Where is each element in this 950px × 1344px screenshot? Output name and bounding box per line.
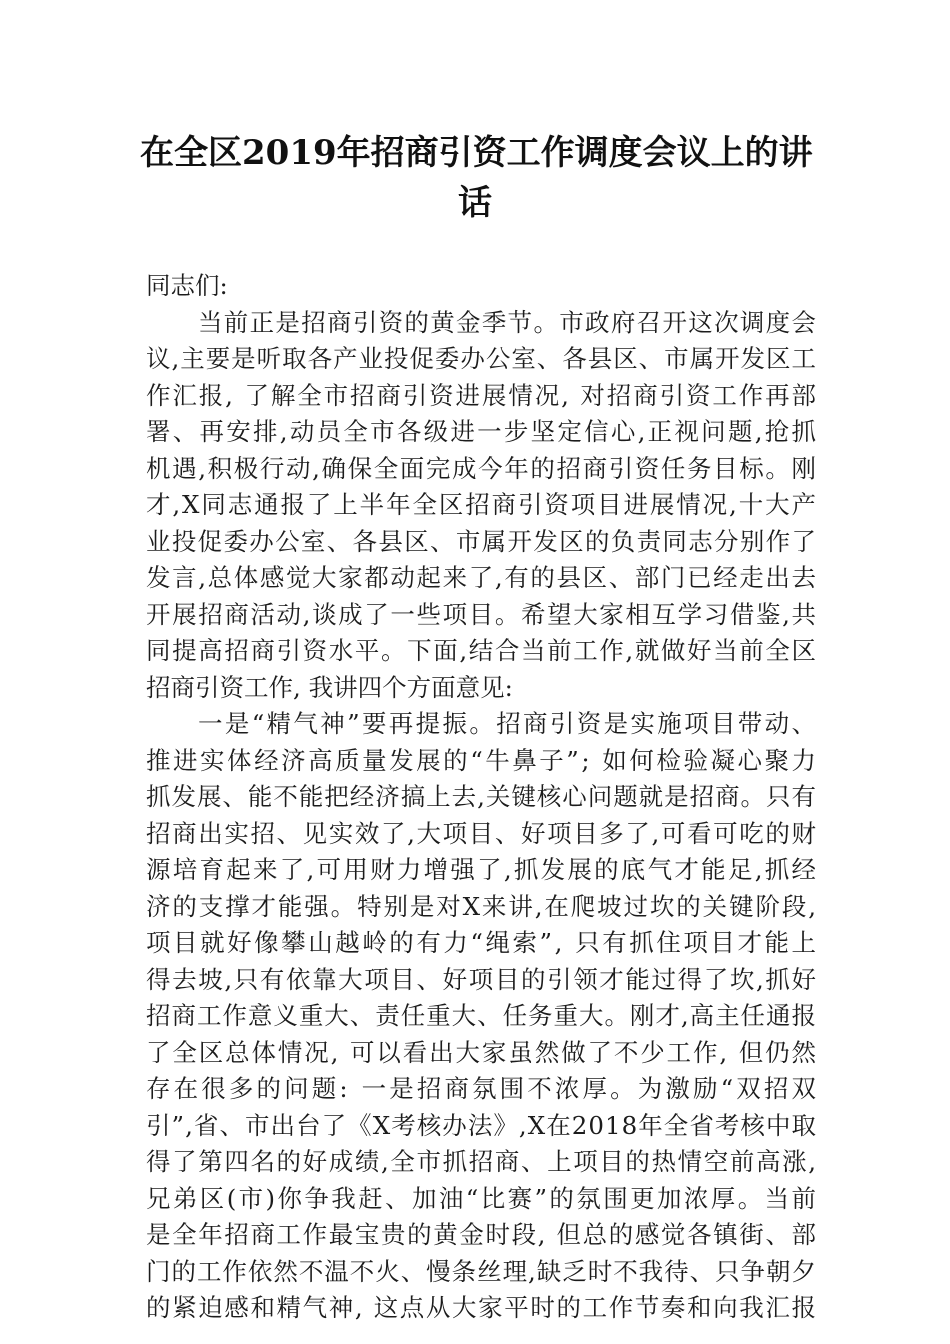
body-line: 开展招商活动,谈成了一些项目。希望大家相互学习借鉴,共 xyxy=(146,599,818,629)
body-line: 引”,省、市出台了《X考核办法》,X在2018年全省考核中取 xyxy=(146,1110,818,1140)
body-line: 是全年招商工作最宝贵的黄金时段, 但总的感觉各镇街、部 xyxy=(146,1220,818,1249)
body-line: 兄弟区(市)你争我赶、加油“比赛”的氛围更加浓厚。当前 xyxy=(146,1183,819,1213)
body-line: 的紧迫感和精气神, 这点从大家平时的工作节奏和向我汇报 xyxy=(146,1293,818,1322)
body-line: 同志们: xyxy=(146,271,228,300)
body-line: 作汇报, 了解全市招商引资进展情况, 对招商引资工作再部 xyxy=(146,380,818,410)
body-line: 存在很多的问题: 一是招商氛围不浓厚。为激励“双招双 xyxy=(146,1074,820,1103)
body-line: 署、再安排,动员全市各级进一步坚定信心,正视问题,抢抓 xyxy=(146,417,819,446)
body-line: 同提高招商引资水平。下面,结合当前工作,就做好当前全区 xyxy=(146,636,818,665)
body-line: 才,X同志通报了上半年全区招商引资项目进展情况,十大产 xyxy=(146,490,818,519)
document-title xyxy=(140,128,813,228)
body-line: 当前正是招商引资的黄金季节。市政府召开这次调度会 xyxy=(198,307,818,337)
body-line: 抓发展、能不能把经济搞上去,关键核心问题就是招商。只有 xyxy=(146,782,817,811)
body-line: 议,主要是听取各产业投促委办公室、各县区、市属开发区工 xyxy=(146,344,817,373)
body-line: 推进实体经济高质量发展的“牛鼻子”; 如何检验凝心聚力 xyxy=(146,745,819,775)
body-line: 招商工作意义重大、责任重大、任务重大。刚才,高主任通报 xyxy=(146,1001,817,1030)
body-line: 发言,总体感觉大家都动起来了,有的县区、部门已经走出去 xyxy=(146,563,818,592)
body-line: 得去坡,只有依靠大项目、好项目的引领才能过得了坎,抓好 xyxy=(146,964,818,994)
body-line: 源培育起来了,可用财力增强了,抓发展的底气才能足,抓经 xyxy=(146,855,819,884)
body-line: 一是“精气神”要再提振。招商引资是实施项目带动、 xyxy=(198,709,819,738)
body-line: 项目就好像攀山越岭的有力“绳索”, 只有抓住项目才能上 xyxy=(146,928,819,957)
body-line: 业投促委办公室、各县区、市属开发区的负责同志分别作了 xyxy=(146,526,818,556)
body-line: 得了第四名的好成绩,全市抓招商、上项目的热情空前高涨, xyxy=(146,1147,818,1176)
body-line: 了全区总体情况, 可以看出大家虽然做了不少工作, 但仍然 xyxy=(146,1037,818,1067)
body-line: 招商出实招、见实效了,大项目、好项目多了,可看可吃的财 xyxy=(146,818,818,848)
body-line: 机遇,积极行动,确保全面完成今年的招商引资任务目标。刚 xyxy=(146,453,818,483)
body-line: 门的工作依然不温不火、慢条丝理,缺乏时不我待、只争朝夕 xyxy=(146,1256,817,1286)
body-line: 招商引资工作, 我讲四个方面意见: xyxy=(146,672,513,702)
body-line: 济的支撑才能强。特别是对X来讲,在爬坡过坎的关键阶段, xyxy=(146,891,818,921)
document-body xyxy=(146,268,820,1327)
title-line: 话 xyxy=(458,183,492,223)
title-line: 在全区2019年招商引资工作调度会议上的讲 xyxy=(140,133,813,173)
